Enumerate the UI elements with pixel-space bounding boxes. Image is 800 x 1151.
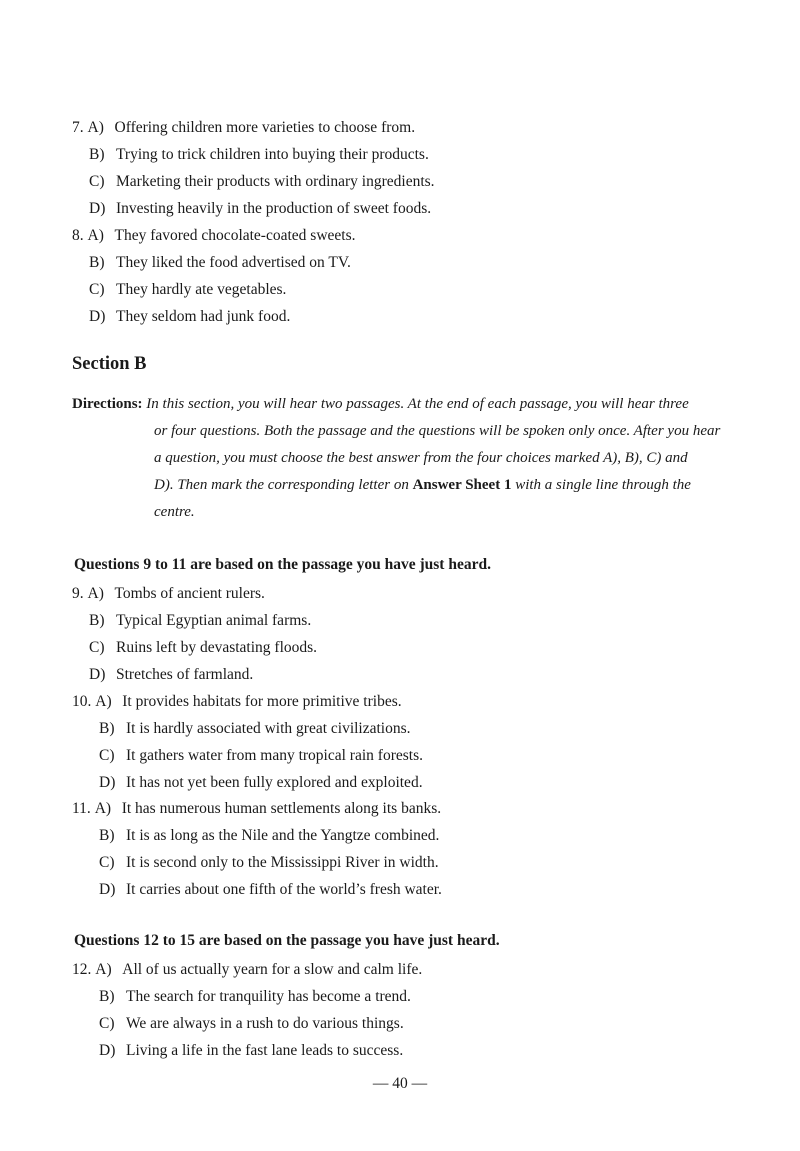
question-group-header: Questions 12 to 15 are based on the passage you have just heard. [74, 932, 500, 949]
question-group-header: Questions 9 to 11 are based on the passage you have just heard. [74, 556, 491, 573]
option-a [72, 795, 772, 822]
option-text: Tombs of ancient rulers. [114, 585, 265, 602]
option-letter: B) [99, 988, 115, 1005]
option-text: Ruins left by devastating floods. [116, 639, 318, 656]
question-number: 10. [72, 693, 92, 710]
option-text: It carries about one fifth of the world’s fresh water. [126, 881, 442, 898]
option-letter: C) [99, 1015, 115, 1032]
option-letter: D) [99, 881, 116, 898]
directions-line-3: a question, you must choose the best answer from the four choices marked A), B), C) and [154, 450, 688, 466]
option-text: They favored chocolate-coated sweets. [114, 227, 356, 244]
directions-line-5: centre. [154, 504, 195, 520]
question-number: 8. [72, 227, 84, 244]
option-letter: B) [89, 146, 105, 163]
option-a [72, 114, 772, 141]
option-d [72, 769, 772, 796]
question-10 [72, 688, 772, 796]
option-text: We are always in a rush to do various things. [126, 1015, 404, 1032]
option-text: They hardly ate vegetables. [116, 281, 287, 298]
option-text: It provides habitats for more primitive tribes. [122, 693, 402, 710]
option-d [72, 1037, 772, 1064]
option-text: Offering children more varieties to choose from. [114, 119, 416, 136]
question-number: 12. [72, 961, 92, 978]
option-text: Stretches of farmland. [116, 666, 254, 683]
directions-line-1: Directions: In this section, you will hear two passages. At the end of each passage, you will hear three [72, 396, 689, 412]
option-c [72, 1010, 772, 1037]
option-text: It is hardly associated with great civilizations. [126, 720, 411, 737]
option-letter: B) [99, 720, 115, 737]
directions-line-4: D). Then mark the corresponding letter on Answer Sheet 1 with a single line through the [154, 477, 691, 493]
option-letter: D) [99, 774, 116, 791]
question-number: 7. [72, 119, 84, 136]
option-text: Investing heavily in the production of sweet foods. [116, 200, 432, 217]
option-letter: C) [89, 639, 105, 656]
option-c [72, 742, 772, 769]
option-b [72, 822, 772, 849]
option-c [72, 634, 772, 661]
directions [72, 391, 767, 526]
option-text: They seldom had junk food. [116, 308, 291, 325]
option-text: It has numerous human settlements along its banks. [121, 800, 442, 817]
question-8 [72, 222, 772, 330]
option-d [72, 876, 772, 903]
section-title: Section B [72, 354, 147, 374]
question-number: 11. [72, 800, 91, 817]
option-letter: D) [99, 1042, 116, 1059]
option-b [72, 715, 772, 742]
option-letter: C) [99, 854, 115, 871]
option-text: All of us actually yearn for a slow and calm life. [122, 961, 423, 978]
option-letter: D) [89, 666, 106, 683]
option-letter: B) [99, 827, 115, 844]
option-text: It is second only to the Mississippi River in width. [126, 854, 439, 871]
option-text: Living a life in the fast lane leads to success. [126, 1042, 404, 1059]
option-a [72, 222, 772, 249]
option-letter: A) [87, 227, 104, 244]
option-letter: A) [94, 800, 112, 817]
option-c [72, 849, 772, 876]
question-11 [72, 795, 772, 903]
option-letter: C) [89, 173, 105, 190]
option-text: They liked the food advertised on TV. [116, 254, 351, 271]
option-d [72, 661, 772, 688]
option-letter: C) [99, 747, 115, 764]
option-text: It has not yet been fully explored and exploited. [126, 774, 423, 791]
option-letter: A) [95, 693, 112, 710]
option-a [72, 956, 772, 983]
directions-label: Directions: [72, 396, 143, 412]
option-a [72, 580, 772, 607]
option-b [72, 141, 772, 168]
question-number: 9. [72, 585, 84, 602]
question-9 [72, 580, 772, 688]
option-text: It gathers water from many tropical rain forests. [126, 747, 423, 764]
option-text: Marketing their products with ordinary ingredients. [116, 173, 435, 190]
option-letter: B) [89, 254, 105, 271]
option-text: Trying to trick children into buying their products. [116, 146, 429, 163]
option-b [72, 983, 772, 1010]
option-text: Typical Egyptian animal farms. [116, 612, 312, 629]
option-b [72, 249, 772, 276]
option-letter: A) [87, 119, 104, 136]
option-letter: C) [89, 281, 105, 298]
option-letter: A) [87, 585, 104, 602]
question-12 [72, 956, 772, 1064]
option-text: The search for tranquility has become a trend. [126, 988, 411, 1005]
option-letter: A) [95, 961, 112, 978]
option-text: It is as long as the Nile and the Yangtze combined. [126, 827, 440, 844]
answer-sheet-label: Answer Sheet 1 [412, 477, 512, 493]
option-d [72, 195, 772, 222]
option-b [72, 607, 772, 634]
option-c [72, 168, 772, 195]
option-letter: D) [89, 308, 106, 325]
page-number: — 40 — [372, 1075, 428, 1092]
question-7 [72, 114, 772, 222]
option-letter: D) [89, 200, 106, 217]
directions-line-2: or four questions. Both the passage and the questions will be spoken only once. After you hear [154, 423, 721, 439]
option-a [72, 688, 772, 715]
option-letter: B) [89, 612, 105, 629]
option-c [72, 276, 772, 303]
option-d [72, 303, 772, 330]
